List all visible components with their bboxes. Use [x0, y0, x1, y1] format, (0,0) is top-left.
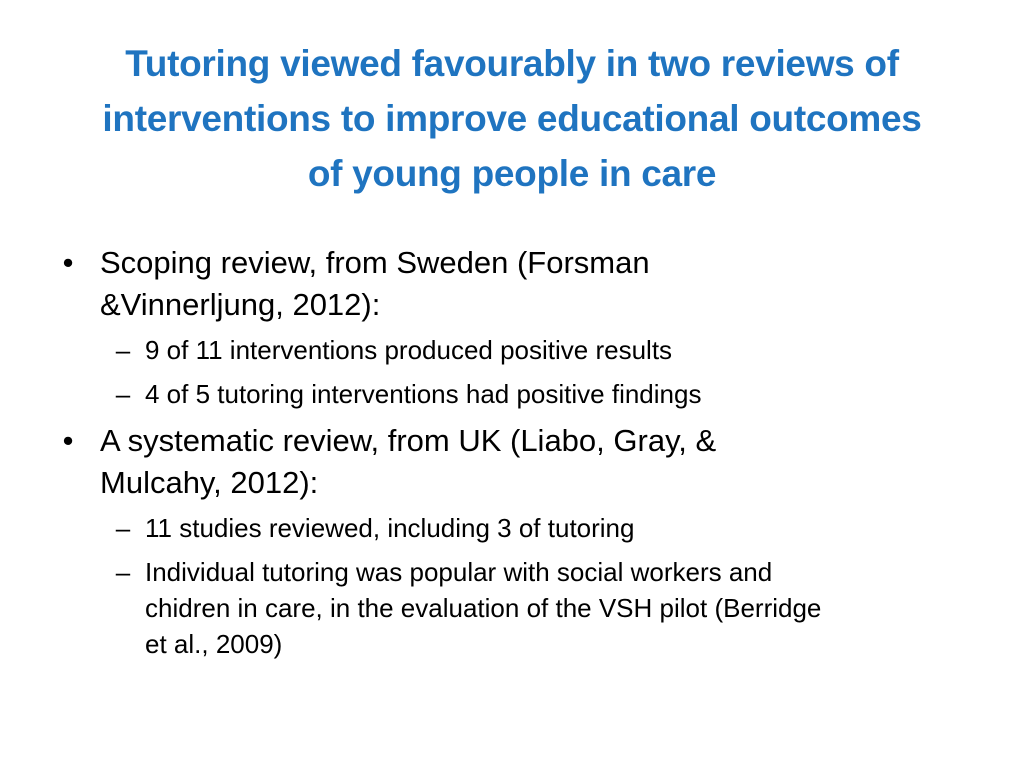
dash-marker: –: [115, 513, 131, 543]
bullet-text-line: Mulcahy, 2012):: [100, 465, 319, 500]
bullet-text-line: &Vinnerljung, 2012):: [100, 287, 381, 322]
slide-title-line: interventions to improve educational outcomes: [102, 98, 922, 139]
slide-title-line: of young people in care: [307, 153, 717, 194]
sub-bullet-text-line: et al., 2009): [145, 629, 283, 659]
slide-title: [40, 36, 984, 201]
dash-marker: –: [115, 379, 131, 409]
sub-bullet-text-line: Individual tutoring was popular with social workers and: [145, 557, 773, 587]
sub-bullet-text-line: 11 studies reviewed, including 3 of tutoring: [145, 513, 635, 543]
slide-body: [56, 242, 976, 670]
bullet-text-line: Scoping review, from Sweden (Forsman: [100, 245, 650, 280]
slide-title-line: Tutoring viewed favourably in two reviews of: [125, 43, 899, 84]
bullet-marker: •: [62, 423, 74, 458]
sub-bullet-text-line: 9 of 11 interventions produced positive results: [145, 335, 673, 365]
sub-bullet-studies-reviewed: [100, 510, 976, 546]
sub-bullet-text-line: chidren in care, in the evaluation of the VSH pilot (Berridge: [145, 593, 822, 623]
dash-marker: –: [115, 335, 131, 365]
bullet-text-line: A systematic review, from UK (Liabo, Gray, &: [100, 423, 717, 458]
sub-bullet-text-line: 4 of 5 tutoring interventions had positive findings: [145, 379, 702, 409]
bullet-scoping-review: [56, 242, 976, 412]
dash-marker: –: [115, 557, 131, 587]
bullet-systematic-review: [56, 420, 976, 662]
sub-bullet-list: [100, 332, 976, 412]
sub-bullet-tutoring-findings: [100, 376, 976, 412]
bullet-marker: •: [62, 245, 74, 280]
sub-bullet-list: [100, 510, 976, 662]
sub-bullet-interventions-results: [100, 332, 976, 368]
sub-bullet-individual-tutoring: [100, 554, 976, 662]
